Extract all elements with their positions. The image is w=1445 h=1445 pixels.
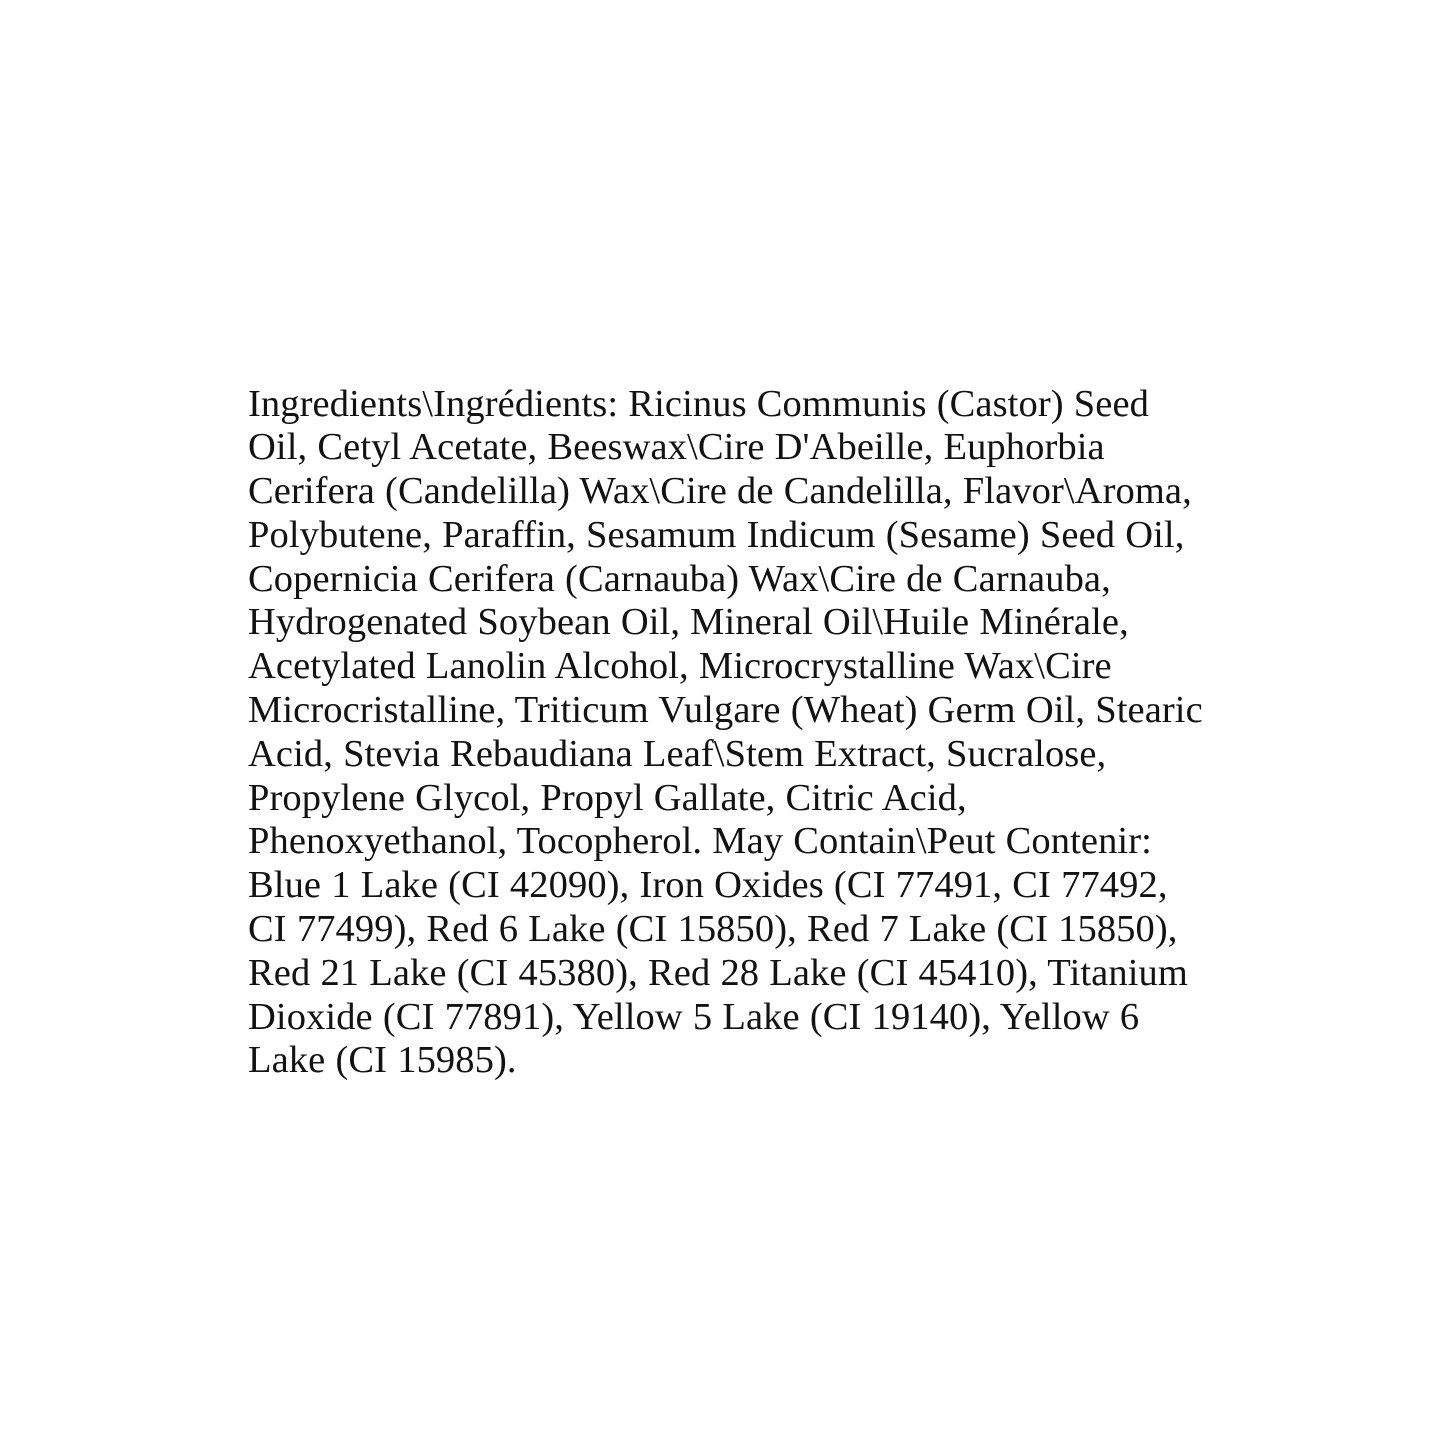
ingredients-block xyxy=(248,344,1213,1122)
ingredients-paragraph: Ingredients\Ingrédients: Ricinus Communis (Castor) Seed Oil, Cetyl Acetate, Beeswax\Cire D'Abeille, Euphorbia Cerifera (Candelilla) Wax\Cire de Candelilla, Flavor\Aroma, Polybutene, Paraffin, Sesamum Indicum (Sesame) Seed Oil, Copernicia Cerifera (Carnauba) Wax\Cire de Carnauba, Hydrogenated Soybean Oil, Mineral Oil\Huile Minérale, Acetylated Lanolin Alcohol, Microcrystalline Wax\Cire Microcristalline, Triticum Vulgare (Wheat) Germ Oil, Stearic Acid, Stevia Rebaudiana Leaf\Stem Extract, Sucralose, Propylene Glycol, Propyl Gallate, Citric Acid, Phenoxyethanol, Tocopherol. May Contain\Peut Contenir: Blue 1 Lake (CI 42090), Iron Oxides (CI 77491, CI 77492, CI 77499), Red 6 Lake (CI 15850), Red 7 Lake (CI 15850), Red 21 Lake (CI 45380), Red 28 Lake (CI 45410), Titanium Dioxide (CI 77891), Yellow 5 Lake (CI 19140), Yellow 6 Lake (CI 15985). xyxy=(248,382,1203,1082)
